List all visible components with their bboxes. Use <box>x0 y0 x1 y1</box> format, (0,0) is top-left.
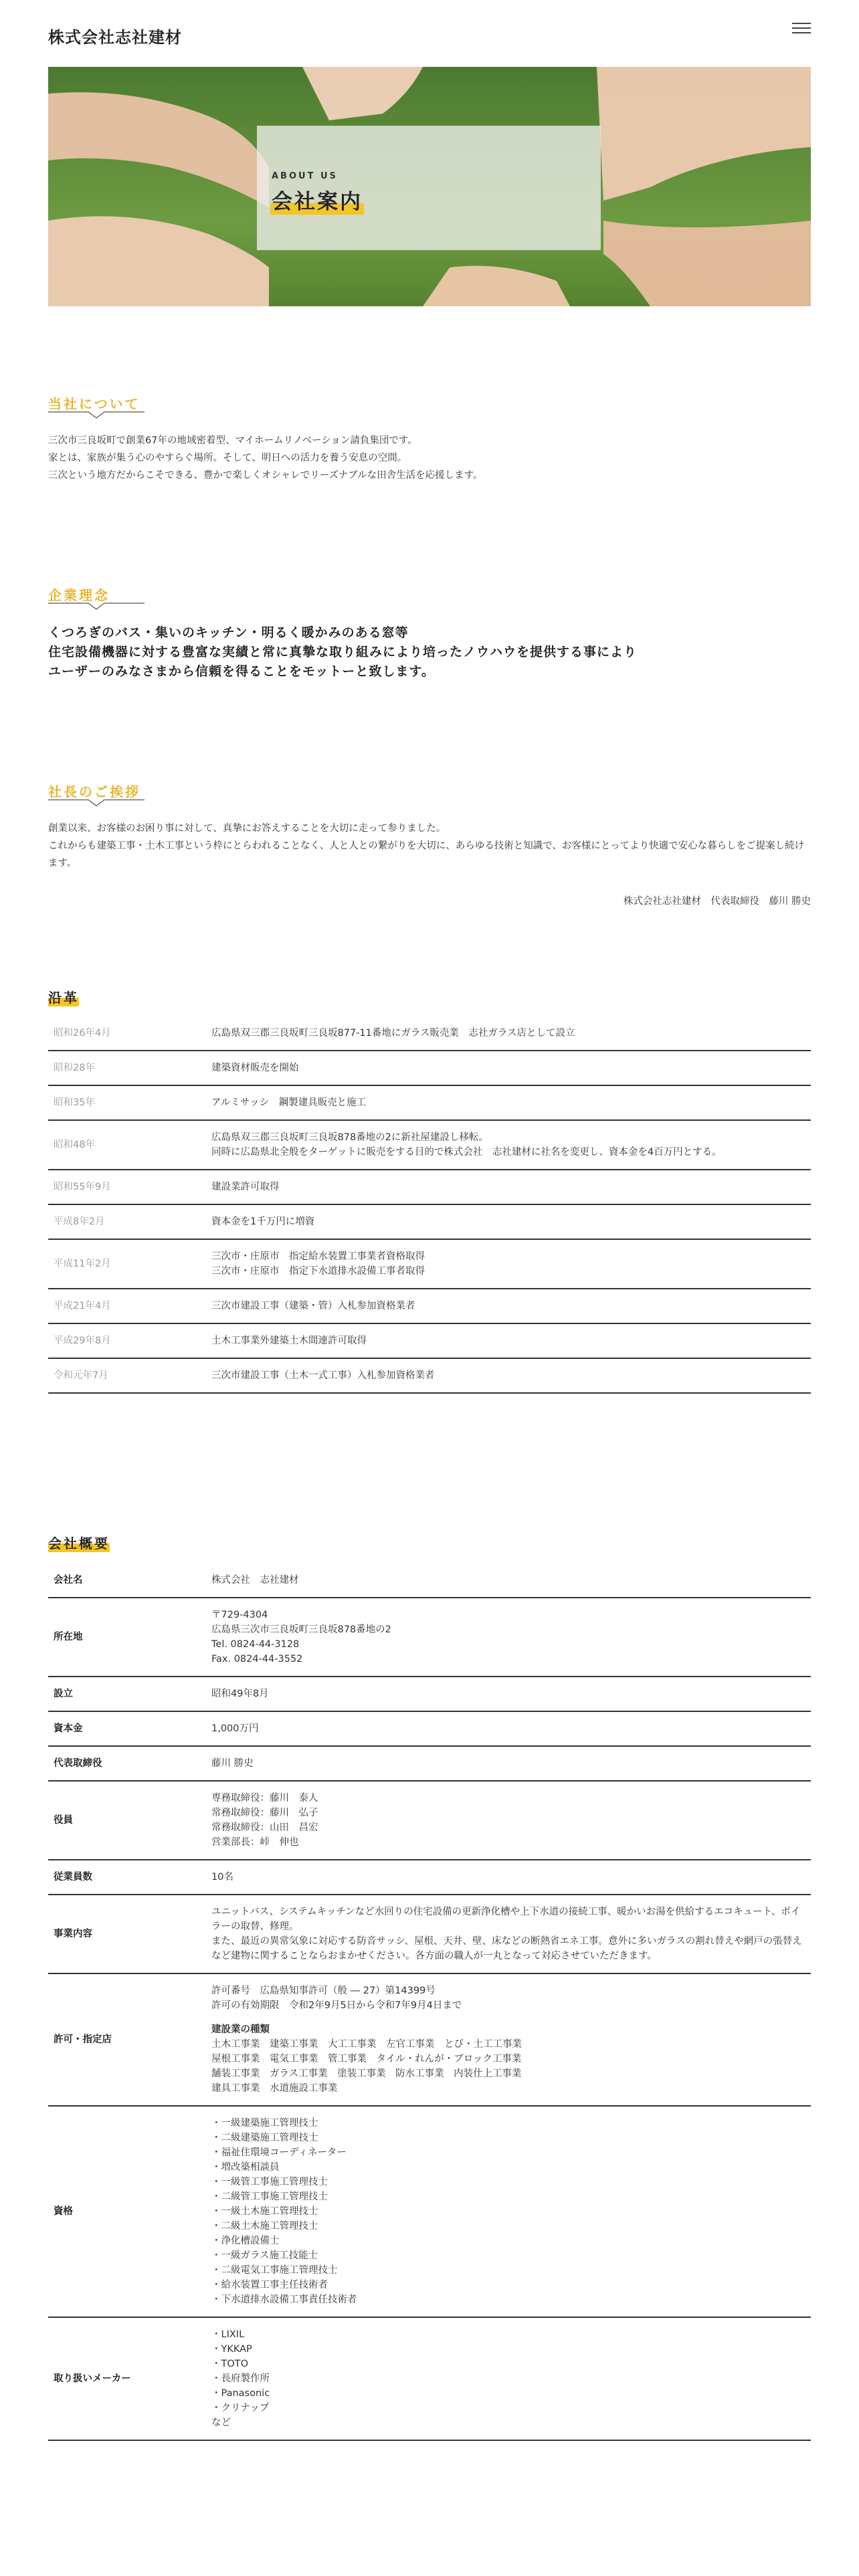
philosophy-line: ユーザーのみなさまから信頼を得ることをモットーと致します。 <box>48 664 435 679</box>
history-event <box>206 1051 811 1085</box>
outline-value-line: ・長府製作所 <box>211 2373 270 2384</box>
history-event-line: 建築資材販売を開始 <box>211 1063 299 1073</box>
outline-value <box>206 2317 811 2440</box>
history-event-line: 同時に広島県北全般をターゲットに販売をする目的で株式会社 志社建材に社名を変更し、資本金を4百万円とする。 <box>211 1147 722 1158</box>
outline-value-line: 広島県三次市三良坂町三良坂878番地の2 <box>211 1624 391 1635</box>
greeting-text <box>48 820 811 872</box>
outline-value-line: 土木工事業 建築工事業 大工工事業 左官工事業 とび・土工工事業 <box>211 2039 522 2050</box>
outline-label: 事業内容 <box>48 1895 206 1973</box>
history-year: 昭和48年 <box>48 1120 206 1170</box>
outline-label: 許可・指定店 <box>48 1973 206 2106</box>
outline-value-line: ・二級管工事施工管理技士 <box>211 2191 328 2202</box>
title-underline-icon <box>48 602 145 610</box>
philosophy-text <box>48 623 811 681</box>
outline-value-line: ・一級ガラス施工技能士 <box>211 2250 318 2261</box>
table-row <box>48 1677 811 1711</box>
outline-value-line: ・一級管工事施工管理技士 <box>211 2177 328 2187</box>
outline-value-line: ・クリナップ <box>211 2403 270 2413</box>
history-event-line: 建設業許可取得 <box>211 1182 280 1192</box>
outline-value-line: 常務取締役：藤川 弘子 <box>211 1808 318 1818</box>
table-row <box>48 1051 811 1085</box>
table-row <box>48 1711 811 1746</box>
history-event-line: 三次市・庄原市 指定下水道排水設備工事者取得 <box>211 1266 425 1277</box>
outline-value-line: 舗装工事業 ガラス工事業 塗装工事業 防水工事業 内装仕上工事業 <box>211 2068 522 2079</box>
outline-value-line: 常務取締役：山田 昌宏 <box>211 1822 318 1833</box>
table-row <box>48 2106 811 2317</box>
table-row <box>48 1746 811 1781</box>
outline-value-line: ・浄化槽設備士 <box>211 2236 280 2246</box>
history-event <box>206 1239 811 1289</box>
table-row <box>48 1016 811 1051</box>
outline-value-line: 株式会社 志社建材 <box>211 1575 299 1586</box>
table-row <box>48 1860 811 1895</box>
about-text <box>48 432 811 484</box>
table-row <box>48 1204 811 1239</box>
outline-value <box>206 1973 811 2106</box>
title-underline-icon <box>48 798 145 807</box>
history-event-line: 土木工事業外建築土木間連許可取得 <box>211 1335 367 1346</box>
history-year: 平成8年2月 <box>48 1204 206 1239</box>
title-underline-icon <box>48 411 145 419</box>
outline-value-line: ・Panasonic <box>211 2388 270 2399</box>
site-logo[interactable]: 株式会社志社建材 <box>48 28 182 47</box>
outline-value-line: ・下水道排水設備工事責任技術者 <box>211 2294 357 2305</box>
outline-label: 資格 <box>48 2106 206 2317</box>
history-year: 昭和35年 <box>48 1085 206 1120</box>
outline-value-line: 屋根工事業 電気工事業 管工事業 タイル・れんが・ブロック工事業 <box>211 2054 522 2064</box>
history-year: 昭和55年9月 <box>48 1170 206 1204</box>
history-event <box>206 1016 811 1051</box>
history-year: 昭和26年4月 <box>48 1016 206 1051</box>
outline-value-line: 〒729-4304 <box>211 1610 268 1620</box>
table-row <box>48 1598 811 1677</box>
outline-value-line: 営業部長：峠 伸也 <box>211 1837 299 1848</box>
outline-value-line: また、最近の異常気象に対応する防音サッシ、屋根、天井、壁、床などの断熱省エネ工事。意外に多いガラスの割れ替えや網戸の張替えなど建物に関することならおまかせください。各方面の職人が一丸となって対応させていただきます。 <box>211 1936 802 1961</box>
outline-value-line: 昭和49年8月 <box>211 1689 269 1699</box>
outline-value-line: ・二級土木施工管理技士 <box>211 2221 318 2232</box>
table-row <box>48 1895 811 1973</box>
company-outline-table <box>48 1564 811 2441</box>
outline-value-line: ・YKKAP <box>211 2344 252 2355</box>
greeting-line: 創業以来、お客様のお困り事に対して、真摯にお答えすることを大切に走って参りました。 <box>48 823 446 834</box>
outline-value <box>206 1677 811 1711</box>
outline-label: 会社名 <box>48 1564 206 1598</box>
page-title: 会社案内 <box>270 185 364 215</box>
history-event-line: 三次市建設工事（土木一式工事）入札参加資格業者 <box>211 1370 435 1381</box>
hero-banner <box>48 67 811 306</box>
outline-value-line: ・TOTO <box>211 2359 249 2369</box>
philosophy-title: 企業理念 <box>48 587 110 603</box>
outline-value-line: 専務取締役：藤川 泰人 <box>211 1793 318 1804</box>
table-row <box>48 1085 811 1120</box>
history-year: 令和元年7月 <box>48 1358 206 1393</box>
history-event <box>206 1085 811 1120</box>
philosophy-line: くつろぎのバス・集いのキッチン・明るく暖かみのある窓等 <box>48 625 409 640</box>
history-year: 平成21年4月 <box>48 1289 206 1323</box>
outline-value <box>206 1781 811 1860</box>
about-line: 三次市三良坂町で創業67年の地域密着型、マイホームリノベーション請負集団です。 <box>48 435 417 446</box>
outline-value-line: ・福祉住環境コーディネーター <box>211 2147 347 2158</box>
table-row <box>48 1973 811 2106</box>
history-event <box>206 1204 811 1239</box>
outline-label: 所在地 <box>48 1598 206 1677</box>
table-row <box>48 1239 811 1289</box>
greeting-line: これからも建築工事・土木工事という枠にとらわれることなく、人と人との繋がりを大切に、あらゆる技術と知識で、お客様にとってより快適で安心な暮らしをご提案し続けます。 <box>48 841 805 869</box>
history-year: 平成11年2月 <box>48 1239 206 1289</box>
history-table <box>48 1016 811 1394</box>
history-event <box>206 1289 811 1323</box>
greeting-signature: 株式会社志社建材 代表取締役 藤川 勝史 <box>623 896 811 907</box>
philosophy-line: 住宅設備機器に対する豊富な実績と常に真摯な取り組みにより培ったノウハウを提供する事により <box>48 645 638 659</box>
site-header <box>0 0 859 67</box>
outline-value-line: 藤川 勝史 <box>211 1758 254 1769</box>
about-line: 家とは、家族が集う心のやすらぐ場所。そして、明日への活力を養う安息の空間。 <box>48 453 407 463</box>
history-year: 昭和28年 <box>48 1051 206 1085</box>
outline-value-line: ・LIXIL <box>211 2329 245 2340</box>
history-event <box>206 1323 811 1358</box>
outline-value <box>206 1746 811 1781</box>
outline-label: 従業員数 <box>48 1860 206 1895</box>
history-event-line: 三次市建設工事（建築・管）入札参加資格業者 <box>211 1301 415 1311</box>
table-row <box>48 1289 811 1323</box>
outline-sub-heading: 建設業の種類 <box>211 2024 270 2035</box>
table-row <box>48 1170 811 1204</box>
outline-label: 取り扱いメーカー <box>48 2317 206 2440</box>
history-year: 平成29年8月 <box>48 1323 206 1358</box>
hamburger-menu-icon[interactable] <box>792 23 811 36</box>
outline-value <box>206 1860 811 1895</box>
about-line: 三次という地方だからこそできる、豊かで楽しくオシャレでリーズナブルな田舎生活を応援します。 <box>48 470 483 481</box>
hero-subtitle: ABOUT US <box>272 171 338 181</box>
outline-value <box>206 1711 811 1746</box>
outline-value <box>206 1564 811 1598</box>
history-event <box>206 1120 811 1170</box>
outline-value-line: ユニットバス、システムキッチンなど水回りの住宅設備の更新浄化槽や上下水道の接続工事、暖かいお湯を供給するエコキュート、ボイラーの取替、修理。 <box>211 1907 801 1932</box>
outline-value-line: 許可番号 広島県知事許可（般 ― 27）第14399号 <box>211 1985 436 1996</box>
outline-value-line: ・給水装置工事主任技術者 <box>211 2280 328 2290</box>
history-event-line: 資本金を1千万円に増資 <box>211 1216 315 1227</box>
history-event-line: 広島県双三郡三良坂町三良坂878番地の2に新社屋建設し移転。 <box>211 1132 488 1143</box>
outline-value-line: ・一級建築施工管理技士 <box>211 2118 318 2129</box>
outline-value-line: ・一級土木施工管理技士 <box>211 2206 318 2217</box>
table-row <box>48 2317 811 2440</box>
outline-label: 役員 <box>48 1781 206 1860</box>
history-event-line: アルミサッシ 鋼製建具販売と施工 <box>211 1097 367 1108</box>
outline-title: 会社概要 <box>48 1533 110 1552</box>
table-row <box>48 1120 811 1170</box>
history-event <box>206 1358 811 1393</box>
outline-value <box>206 1895 811 1973</box>
outline-label: 資本金 <box>48 1711 206 1746</box>
greeting-title: 社長のご挨拶 <box>48 784 140 800</box>
outline-label: 代表取締役 <box>48 1746 206 1781</box>
table-row <box>48 1564 811 1598</box>
outline-value-line: など <box>211 2418 231 2428</box>
outline-value-line: ・増改築相談員 <box>211 2162 280 2173</box>
history-event-line: 三次市・庄原市 指定給水装置工事業者資格取得 <box>211 1251 425 1262</box>
table-row <box>48 1781 811 1860</box>
table-row <box>48 1358 811 1393</box>
outline-value-line: 1,000万円 <box>211 1723 259 1734</box>
history-title: 沿革 <box>48 987 79 1006</box>
table-row <box>48 1323 811 1358</box>
outline-value-line: Tel. 0824-44-3128 <box>211 1639 300 1650</box>
outline-value-line: Fax. 0824-44-3552 <box>211 1654 303 1665</box>
outline-value-line: 許可の有効期限 令和2年9月5日から令和7年9月4日まで <box>211 2000 462 2011</box>
outline-value-line: ・二級建築施工管理技士 <box>211 2133 318 2143</box>
outline-value <box>206 1598 811 1677</box>
outline-value-line: 建具工事業 水道施設工事業 <box>211 2083 338 2094</box>
hero-title-box <box>257 126 601 250</box>
outline-label: 設立 <box>48 1677 206 1711</box>
history-event-line: 広島県双三郡三良坂町三良坂877-11番地にガラス販売業 志社ガラス店として設立 <box>211 1028 575 1039</box>
about-title: 当社について <box>48 396 140 412</box>
history-event <box>206 1170 811 1204</box>
outline-value <box>206 2106 811 2317</box>
outline-value-line: 10名 <box>211 1872 233 1883</box>
outline-value-line: ・二級電気工事施工管理技士 <box>211 2265 338 2276</box>
